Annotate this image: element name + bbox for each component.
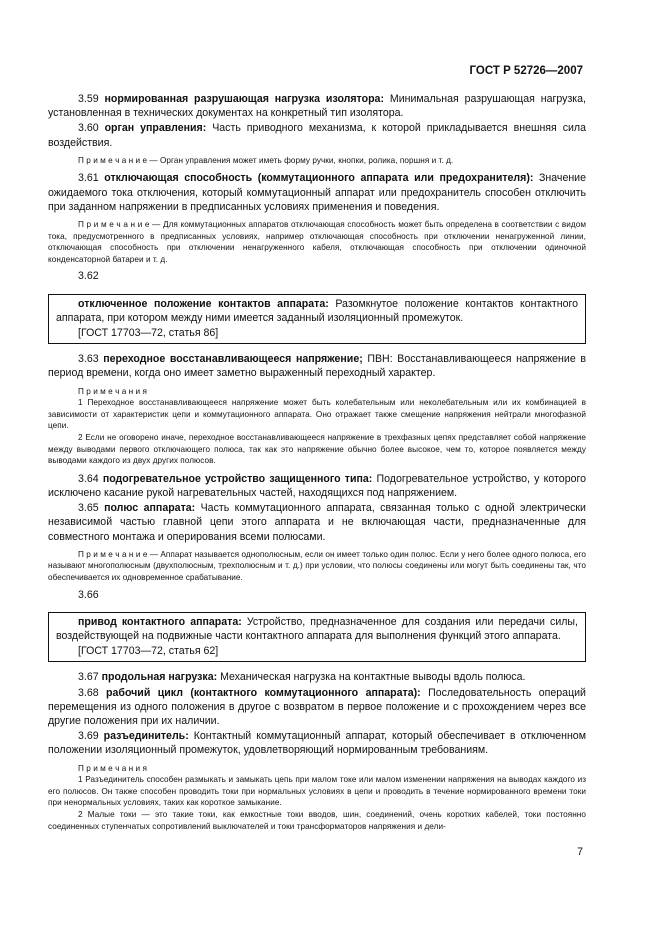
clause-3-66-number: 3.66 bbox=[78, 588, 99, 601]
reference: [ГОСТ 17703—72, статья 62] bbox=[78, 645, 219, 658]
note-3-65: П р и м е ч а н и е — Аппарат называется однополюсным, если он имеет только один полюс. Если у него более одного полюса, его называют многополюсным (двухполюсным, трехполюсным и т. д.) при условии, что полюсы соединены или могут быть соединены так, что обеспечивается их одновременное срабатывание. bbox=[48, 549, 586, 582]
clause-3-62-number: 3.62 bbox=[78, 270, 99, 283]
note-3-69-1: 1 Разъединитель способен размыкать и замыкать цепь при малом токе или малом изменении напряжения на выводах каждого из его полюсов. Он также способен проводить токи при нормальных условиях в цепи и проводить в течение нормированного времени токи при ненормальных условиях, таких как короткое замыкание. bbox=[48, 775, 586, 808]
note-3-61: П р и м е ч а н и е — Для коммутационных аппаратов отключающая способность может быть определена в соответствии с видом тока, предусмотренного в предписанных условиях, например отключающая способность при отключении ненагруженной линии, отключающая способность при отключении ненагруженного кабеля, отключающая способность при отключении одиночной конденсаторной батареи и т. д. bbox=[48, 220, 586, 264]
note-3-69-2: 2 Малые токи — это такие токи, как емкостные токи вводов, шин, соединений, очень коротких кабелей, токи постоянно соединенных ступенчатых сопротивлений выключателей и токи трансформаторов напряжения и дели- bbox=[48, 809, 586, 831]
term: разъединитель: bbox=[103, 730, 189, 743]
clause-3-62-box bbox=[48, 294, 586, 345]
clause-3-64: 3.64 подогревательное устройство защищенного типа: Подогревательное устройство, у которого исключено касание рукой нагревательных частей, находящихся под напряжением. bbox=[48, 472, 587, 499]
clause-3-65: 3.65 полюс аппарата: Часть коммутационного аппарата, связанная только с одной электрически независимой частью главной цепи этого аппарата и не включающая части, предназначенные для совместного монтажа и оперирования всеми полюсами. bbox=[48, 502, 586, 543]
standard-header: ГОСТ Р 52726—2007 bbox=[469, 65, 583, 77]
clause-3-60: 3.60 орган управления: Часть приводного механизма, к которой прикладывается внешняя сила воздействия. bbox=[48, 122, 587, 149]
clause-3-63: 3.63 переходное восстанавливающееся напряжение; ПВН: Восстанавливающееся напряжение в период времени, когда оно имеет заметно выраженный переходный характер. bbox=[48, 353, 586, 380]
term: орган управления: bbox=[104, 122, 207, 135]
clause-3-66: привод контактного аппарата: Устройство, предназначенное для создания или передачи силы, воздействующей на подвижные части контактного аппарата для выполнения функций этого аппарата. bbox=[56, 615, 578, 642]
term: привод контактного аппарата: bbox=[78, 615, 242, 628]
document-body bbox=[48, 92, 586, 832]
clause-3-66-box bbox=[48, 612, 586, 663]
term: нормированная разрушающая нагрузка изолятора: bbox=[104, 93, 384, 105]
note-3-60: П р и м е ч а н и е — Орган управления может иметь форму ручки, кнопки, ролика, поршня и т. д. bbox=[78, 155, 454, 165]
note-3-63-1: 1 Переходное восстанавливающееся напряжение может быть колебательным или неколебательным или их комбинацией в зависимости от характеристик цепи и коммутационного аппарата. Оно отражает также смещение напряжения нейтрали многофазной цепи. bbox=[48, 398, 586, 431]
reference: [ГОСТ 17703—72, статья 86] bbox=[78, 327, 219, 339]
clause-3-69: 3.69 разъединитель: Контактный коммутационный аппарат, который обеспечивает в отключенном положении изоляционный промежуток, удовлетворяющий нормированным требованиям. bbox=[48, 730, 586, 757]
term: полюс аппарата: bbox=[104, 502, 196, 515]
notes-label-3-63: П р и м е ч а н и я bbox=[78, 386, 147, 396]
term: подогревательное устройство защищенного типа: bbox=[102, 472, 373, 485]
clause-3-68: 3.68 рабочий цикл (контактного коммутационного аппарата): Последовательность операций перемещения из одного положения в другое с возвратом в первое положение и с прохождением через все другие положения при их наличии. bbox=[48, 686, 586, 727]
notes-label-3-69: П р и м е ч а н и я bbox=[78, 763, 147, 773]
clause-3-62: отключенное положение контактов аппарата: Разомкнутое положение контактов контактного аппарата, при котором между ними имеется заданный изоляционный промежуток. bbox=[56, 297, 579, 324]
term: продольная нагрузка: bbox=[101, 671, 218, 684]
page-number: 7 bbox=[577, 846, 583, 858]
note-3-63-2: 2 Если не оговорено иначе, переходное восстанавливающееся напряжение в трехфазных цепях представляет собой напряжение между выводами первого отключающего полюса, так как это напряжение обычно более высокое, чем то, которое появляется между выводами каждого из двух других полюсов. bbox=[48, 432, 586, 466]
clause-3-61: 3.61 отключающая способность (коммутационного аппарата или предохранителя): Значение ожидаемого тока отключения, который коммутационный аппарат или предохранитель способен отключить при заданном напряжении в предписанных условиях применения и поведения. bbox=[48, 172, 586, 213]
clause-3-67: 3.67 продольная нагрузка: Механическая нагрузка на контактные выводы вдоль полюса. bbox=[78, 671, 526, 684]
term: рабочий цикл (контактного коммутационного аппарата): bbox=[106, 686, 421, 699]
term: отключенное положение контактов аппарата: bbox=[78, 297, 329, 310]
clause-3-59: 3.59 нормированная разрушающая нагрузка изолятора: Минимальная разрушающая нагрузка, установленная в технических документах на конкретный тип изолятора. bbox=[48, 93, 587, 120]
term: отключающая способность (коммутационного аппарата или предохранителя): bbox=[104, 172, 534, 185]
term: переходное восстанавливающееся напряжение; bbox=[103, 353, 363, 366]
